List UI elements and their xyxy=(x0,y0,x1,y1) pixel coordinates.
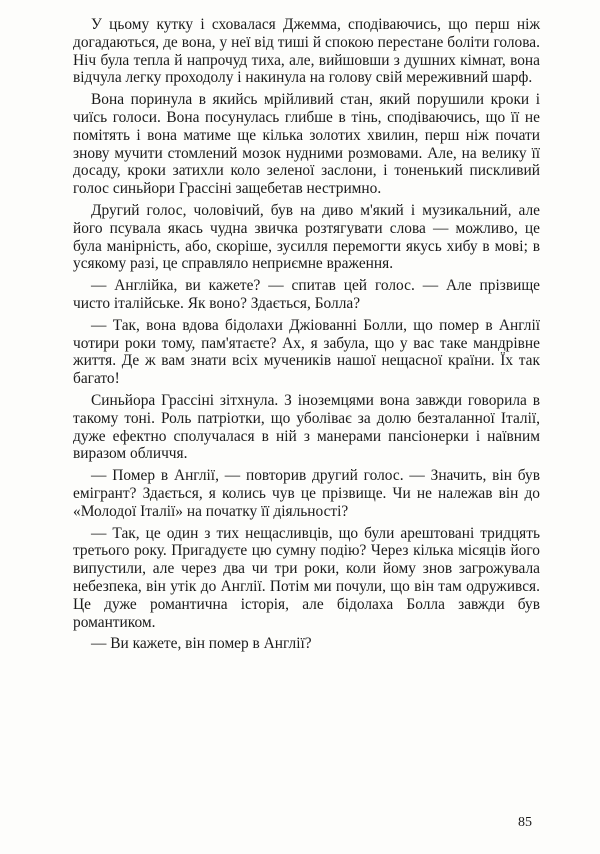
paragraph-1: У цьому кутку і сховалася Джемма, сподіваючись, що перш ніж догадаються, де вона, у неї від тиші й спокою перестане боліти голова. Ніч була тепла й напрочуд тиха, але, вийшовши з душних кімнат, вона відчула легку проходолу і накинула на голову свій мереживний шарф. xyxy=(73,16,540,87)
paragraph-7: — Помер в Англії, — повторив другий голос. — Значить, він був емігрант? Здається, я колись чув це прізвище. Чи не належав він до «Молодої Італії» на початку її діяльності? xyxy=(73,467,540,520)
paragraph-6: Синьйора Грассіні зітхнула. З іноземцями вона завжди говорила в такому тоні. Роль патріотки, що уболіває за долю безталанної Італії, дуже ефектно сполучалася в ній з манерами пансіонерки і наївним виразом обличчя. xyxy=(73,391,540,463)
paragraph-2: Вона поринула в якийсь мрійливий стан, який порушили кроки і чиїсь голоси. Вона посунулась глибше в тінь, сподіваючись, що її не помітять і вона матиме ще кілька золотих хвилин, перш ніж почати знову мучити стомлений мозок нудними розмовами. Але, на велику її досаду, кроки затихли коло зеленої заслони, і тоненький пискливий голос синьйори Грассіні защебетав нестримно. xyxy=(73,91,540,198)
page-number: 85 xyxy=(518,815,532,830)
paragraph-3: Другий голос, чоловічий, був на диво м'який і музикальний, але його псувала якась чудна звичка розтягувати слова — можливо, це була манірність, або, скоріше, зусилля перемогти якусь хибу в мові; в усякому разі, це справляло неприємне враження. xyxy=(73,201,540,273)
body-text xyxy=(73,16,540,657)
paragraph-9: — Ви кажете, він помер в Англії? xyxy=(91,635,312,653)
paragraph-5: — Так, вона вдова бідолахи Джіованні Болли, що помер в Англії чотири роки тому, пам'ятаєте? Ах, я забула, що у вас таке мандрівне життя. Де ж вам знати всіх мучеників нашої нещасної країни. Їх так багато! xyxy=(73,316,540,388)
paragraph-8: — Так, це один з тих нещасливців, що були арештовані тридцять третього року. Пригадуєте цю сумну подію? Через кілька місяців його випустили, але через два чи три роки, коли йому знов загрожувала небезпека, він утік до Англії. Потім ми почули, що він там одружився. Це дуже романтична історія, але бідолаха Болла завжди був романтиком. xyxy=(73,524,540,631)
paragraph-4: — Англійка, ви кажете? — спитав цей голос. — Але прізвище чисто італійське. Як воно? Здається, Болла? xyxy=(73,277,540,312)
